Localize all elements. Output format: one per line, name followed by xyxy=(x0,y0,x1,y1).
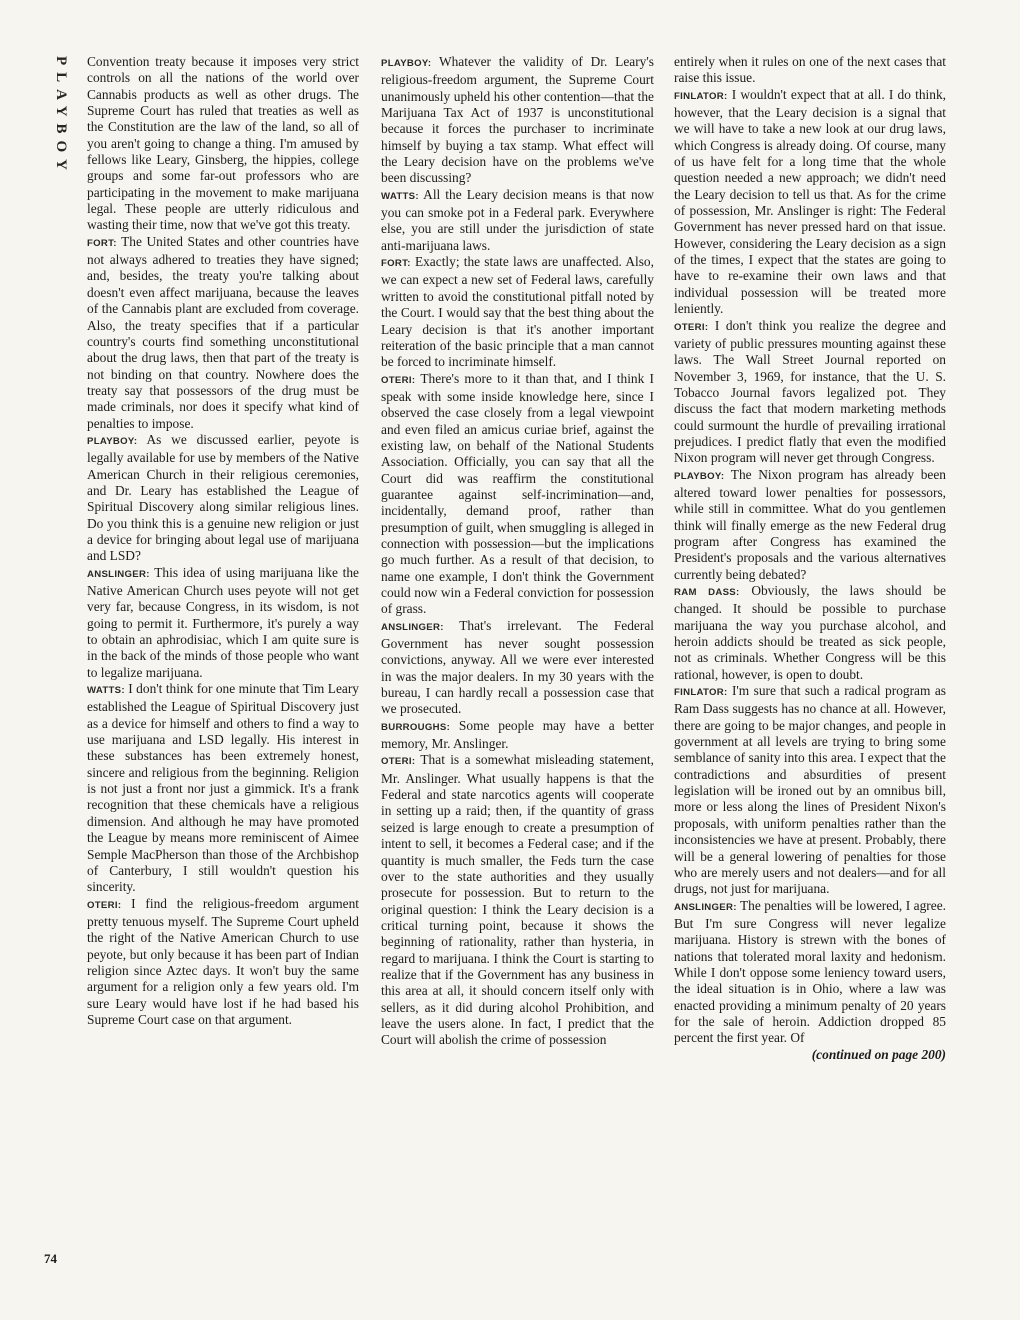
interview-paragraph xyxy=(381,371,654,618)
speaker-label: ANSLINGER: xyxy=(381,621,444,633)
text-column-2 xyxy=(381,54,654,1049)
paragraph-text: I find the religious-freedom argument pretty tenuous myself. The Supreme Court upheld the right of the Native American Church to use peyote, but only because it has been part of Indian religion since Aztec days. It won't buy the same argument for a religion only a few years old. I'm sure Leary would have lost if he had based his Supreme Court case on that argument. xyxy=(87,895,359,1027)
interview-paragraph xyxy=(87,234,359,432)
text-column-1 xyxy=(87,54,359,1028)
interview-paragraph xyxy=(381,618,654,718)
page-number: 74 xyxy=(44,1251,57,1266)
speaker-label: WATTS: xyxy=(87,685,125,697)
speaker-label: PLAYBOY: xyxy=(674,470,725,482)
paragraph-text: entirely when it rules on one of the next cases that raise this issue. xyxy=(674,54,946,86)
paragraph-text: I don't think you realize the degree and variety of public pressures mounting against these laws. The Wall Street Journal reported on November 3, 1969, for instance, that the U. S. Tobacco Journal favors legalized pot. They discuss the fact that modern marketing methods could surmount the hurdle of prevailing irrational prejudices. I predict flatly that even the modified Nixon program will never get through Congress. xyxy=(674,317,946,466)
interview-paragraph xyxy=(674,898,946,1047)
interview-paragraph xyxy=(87,54,359,234)
continued-note: (continued on page 200) xyxy=(811,1046,946,1062)
speaker-label: OTERI: xyxy=(381,756,416,768)
text-column-3 xyxy=(674,54,946,1063)
interview-paragraph xyxy=(87,896,359,1029)
speaker-label: FORT: xyxy=(87,237,117,249)
interview-paragraph xyxy=(674,87,946,318)
paragraph-text: All the Leary decision means is that now you can smoke pot in a Federal park. Everywhere else, you are still under the jurisdiction of state anti-marijuana laws. xyxy=(381,186,654,253)
speaker-label: WATTS: xyxy=(381,190,419,202)
speaker-label: FINLATOR: xyxy=(674,687,728,699)
speaker-label: ANSLINGER: xyxy=(674,901,737,913)
interview-paragraph xyxy=(87,681,359,895)
paragraph-text: Some people may have a better memory, Mr. Anslinger. xyxy=(381,717,654,752)
interview-paragraph xyxy=(381,752,654,1048)
speaker-label: FINLATOR: xyxy=(674,90,728,102)
interview-paragraph xyxy=(381,718,654,753)
speaker-label: ANSLINGER: xyxy=(87,568,150,580)
paragraph-text: I don't think for one minute that Tim Leary established the League of Spiritual Discovery just as a device for himself and others to find a way to use marijuana and LSD legally. His interest in these substances has been extremely honest, sincere and religious from the beginning. Religion is not just a front nor just a gimmick. It's a frank recognition that these chemicals have a religious dimension. And although he may have promoted the League by means more reminiscent of Aimee Semple MacPherson than those of the Archbishop of Canterbury, I still wouldn't question his sincerity. xyxy=(87,681,359,895)
interview-paragraph xyxy=(674,683,946,897)
paragraph-text: Obviously, the laws should be changed. It should be possible to purchase marijuana the way you purchase alcohol, and heroin addicts should be treated as sick people, not as criminals. Whether Congress will be this rational, however, is open to doubt. xyxy=(674,583,946,682)
paragraph-text: The penalties will be lowered, I agree. But I'm sure Congress will never legalize marijuana. History is strewn with the bones of nations that tolerated moral laxity and hedonism. While I don't oppose some leniency toward users, the ideal situation is in Ohio, where a law was enacted providing a minimum penalty of 20 years for the sale of heroin. Addiction dropped 85 percent the first year. Of xyxy=(674,897,947,1046)
paragraph-text: I wouldn't expect that at all. I do think, however, that the Leary decision is a signal that we will have to take a new look at our drug laws, which Congress is already doing. Of course, many of us have felt for a long time that the whole question needed a new approach; we didn't need the Leary decision to tell us that. As for the crime of possession, Mr. Anslinger is right: The Federal Government has never pressed hard on that issue. However, considering the Leary decision as a sign of the times, I expect that the states are going to have to re-examine their own laws and that individual possession will be treated more leniently. xyxy=(674,86,946,317)
interview-paragraph xyxy=(381,187,654,254)
speaker-label: OTERI: xyxy=(381,374,416,386)
paragraph-text: That's irrelevant. The Federal Government has never sought possession convictions, anyway. All we were ever interested in was the major dealers. In my 30 years with the bureau, I can hardly recall a possession case that we prosecuted. xyxy=(381,617,654,717)
paragraph-text: Convention treaty because it imposes very strict controls on all the nations of the world over Cannabis products as well as other drugs. The Supreme Court has ruled that treaties as well as the Constitution are the law of the land, so all of you aren't going to change a thing. I'm amused by fellows like Leary, Ginsberg, the hippies, college groups and some far-out professors who are participating in the movement to make marijuana legal. These people are utterly ridiculous and wasting their time, now that we've got this treaty. xyxy=(87,54,359,233)
paragraph-text: That is a somewhat misleading statement, Mr. Anslinger. What usually happens is that the Federal and state narcotics agents will cooperate in setting up a raid; then, if the quantity of grass seized is large enough to create a presumption of intent to sell, it becomes a Federal case; and if the quantity is much smaller, the Feds turn the case over to the state authorities and they usually prosecute for possession. But to return to the original question: I think the Leary decision is a critical turning point, because it shows the beginning of rationality, rather than hysteria, in regard to marijuana. I think the Court is starting to realize that if the Government has any business in this area at all, it should concern itself only with sellers, as it did during alcohol Prohibition, and leave the users alone. In fact, I predict that the Court will abolish the crime of possession xyxy=(381,752,654,1048)
interview-paragraph xyxy=(87,432,359,565)
interview-paragraph xyxy=(381,54,654,187)
paragraph-text: Exactly; the state laws are unaffected. Also, we can expect a new set of Federal laws, carefully written to avoid the constitutional pitfall noted by the Court. I would say that the best thing about the Leary decision is that it's another important reiteration of the basic principle that a man cannot be forced to incriminate himself. xyxy=(381,254,654,370)
paragraph-text: As we discussed earlier, peyote is legally available for use by members of the Native American Church in their religious ceremonies, and Dr. Leary has established the League of Spiritual Discovery along similar religious lines. Do you think this is a genuine new religion or just a device for bringing about legal use of marijuana and LSD? xyxy=(87,431,359,564)
interview-paragraph xyxy=(674,583,946,683)
interview-paragraph xyxy=(381,254,654,370)
paragraph-text: I'm sure that such a radical program as Ram Dass suggests has no chance at all. However, there are going to be major changes, and people in government at all levels are trying to bring some semblance of sanity into this area. I expect that the contradictions and absurdities of present legislation will be ironed out by an omnibus bill, more or less along the lines of President Nixon's proposals, with uniform penalties rather than the inconsistencies we have at present. Probably, there will be a general lowering of penalties for those who are merely users and not dealers—and for all drugs, not just for marijuana. xyxy=(674,683,946,897)
interview-paragraph xyxy=(674,54,946,87)
speaker-label: FORT: xyxy=(381,258,411,270)
speaker-label: BURROUGHS: xyxy=(381,721,451,733)
paragraph-text: This idea of using marijuana like the Native American Church uses peyote will not get very far, because Congress, in its wisdom, is not going to permit it. Furthermore, it's purely a way to obtain an aphrodisiac, which I am quite sure is in the back of the minds of those people who want to legalize marijuana. xyxy=(87,564,359,680)
interview-paragraph xyxy=(674,318,946,467)
paragraph-text: There's more to it than that, and I think I speak with some inside knowledge here, since I observed the case closely from a legal viewpoint and even filed an amicus curiae brief, against the existing law, on behalf of the National Students Association. Officially, you can say that all the Court did was reaffirm the constitutional guarantee against self-incrimination—and, incidentally, demand proof, rather than presumption of guilt, when smuggling is alleged in connection with possession—but the implications go much further. As a result of that decision, to name one example, I don't think the Government could now win a Federal conviction for possession of grass. xyxy=(381,370,655,617)
interview-paragraph xyxy=(87,565,359,681)
speaker-label: PLAYBOY: xyxy=(87,435,138,447)
speaker-label: OTERI: xyxy=(674,321,709,333)
paragraph-text: The United States and other countries have not always adhered to treaties they have signed; and, besides, the treaty you're talking about doesn't even affect marijuana, because the leaves of the Cannabis plant are excluded from coverage. Also, the treaty specifies that if a particular country's courts find something unconstitutional about the drug laws, then that part of the treaty is not binding on that country. Nowhere does the treaty say that possessors of the drug must be made criminals, nor does it specify what kind of penalties to impose. xyxy=(87,233,360,431)
magazine-masthead: PLAYBOY xyxy=(53,56,69,177)
interview-paragraph xyxy=(674,467,946,583)
speaker-label: OTERI: xyxy=(87,899,122,911)
speaker-label: RAM DASS: xyxy=(674,587,740,598)
paragraph-text: The Nixon program has already been altered toward lower penalties for possessors, while still in committee. What do you gentlemen think will finally emerge as the new Federal drug program after Congress has examined the President's proposals and the various alternatives currently being debated? xyxy=(674,466,946,582)
speaker-label: PLAYBOY: xyxy=(381,58,432,69)
paragraph-text: Whatever the validity of Dr. Leary's religious-freedom argument, the Supreme Court unanimously upheld his other contention—that the Marijuana Tax Act of 1937 is unconstitutional because it forces the purchaser to incriminate himself by buying a tax stamp. What effect will the Leary decision have on the problems we've been discussing? xyxy=(381,54,654,186)
